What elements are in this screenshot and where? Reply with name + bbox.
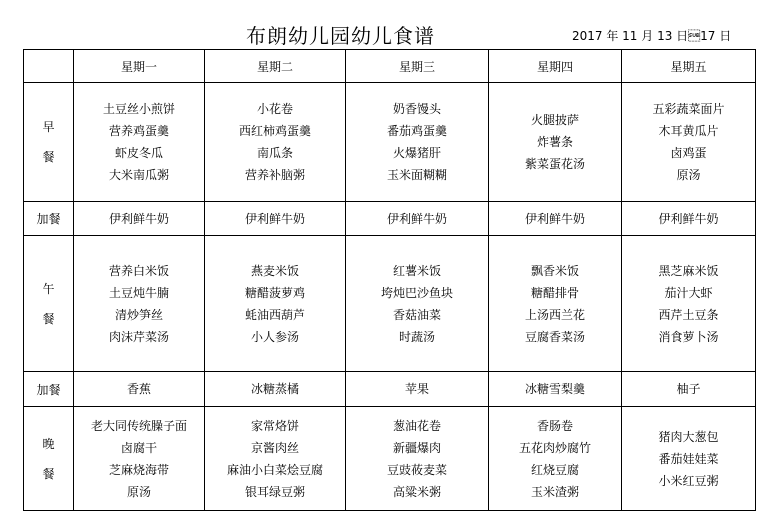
meal-row <box>24 407 756 511</box>
menu-item: 伊利鲜牛奶 <box>524 211 585 226</box>
menu-item: 蚝油西葫芦 <box>244 307 305 322</box>
menu-item: 火腿披萨 <box>530 113 579 127</box>
menu-item: 番茄鸡蛋羹 <box>386 124 447 138</box>
meal-label-vertical: 晚餐 <box>42 436 55 481</box>
menu-item: 伊利鲜牛奶 <box>108 211 169 226</box>
menu-cell <box>346 202 489 236</box>
menu-cell <box>205 407 346 511</box>
date-range: 2017 年 11 月 13 日17 日 <box>572 29 732 43</box>
day-header: 星期四 <box>489 50 622 83</box>
menu-item: 肉沫芹菜汤 <box>108 329 169 344</box>
menu-item: 伊利鲜牛奶 <box>244 211 305 226</box>
menu-item: 小花卷 <box>256 102 293 116</box>
menu-item: 番茄娃娃菜 <box>658 451 719 466</box>
menu-item: 上汤西兰花 <box>524 307 585 322</box>
menu-item: 西芹土豆条 <box>658 307 719 322</box>
menu-cell <box>489 372 622 407</box>
header-row <box>24 50 756 83</box>
meal-label <box>24 407 74 511</box>
meal-row <box>24 372 756 407</box>
menu-item: 土豆丝小煎饼 <box>102 102 175 116</box>
menu-cell <box>346 372 489 407</box>
menu-item: 红薯米饭 <box>392 263 441 278</box>
menu-item: 炸薯条 <box>536 135 573 149</box>
menu-item: 奶香馒头 <box>392 102 441 116</box>
menu-item: 玉米渣粥 <box>530 484 579 499</box>
menu-item: 老大同传统臊子面 <box>90 418 187 433</box>
menu-item: 柚子 <box>676 382 701 396</box>
menu-item: 冰糖雪梨羹 <box>524 382 585 396</box>
menu-cell <box>489 236 622 372</box>
menu-cell <box>622 202 756 236</box>
menu-item: 小人参汤 <box>250 329 299 344</box>
menu-item: 玉米面糊糊 <box>386 168 447 182</box>
menu-item: 原汤 <box>676 168 701 182</box>
menu-item: 西红柿鸡蛋羹 <box>238 124 311 138</box>
menu-item: 卤鸡蛋 <box>670 146 707 160</box>
menu-cell <box>489 83 622 202</box>
menu-item: 五花肉炒腐竹 <box>518 440 591 455</box>
meal-row <box>24 83 756 202</box>
menu-item: 小米红豆粥 <box>658 473 719 488</box>
menu-cell <box>346 407 489 511</box>
menu-cell <box>74 407 205 511</box>
day-header: 星期三 <box>346 50 489 83</box>
menu-item: 豆豉莜麦菜 <box>386 462 447 477</box>
menu-item: 虾皮冬瓜 <box>114 146 163 160</box>
menu-cell <box>622 83 756 202</box>
menu-item: 南瓜条 <box>256 146 293 160</box>
menu-item: 伊利鲜牛奶 <box>386 211 447 226</box>
meal-row <box>24 202 756 236</box>
menu-cell <box>346 236 489 372</box>
menu-item: 猪肉大葱包 <box>658 429 719 444</box>
menu-table <box>23 49 756 511</box>
menu-cell <box>74 83 205 202</box>
menu-item: 新疆爆肉 <box>392 440 441 455</box>
menu-item: 糖醋排骨 <box>530 285 579 300</box>
meal-label <box>24 83 74 202</box>
menu-item: 原汤 <box>126 484 151 499</box>
menu-item: 家常烙饼 <box>250 418 299 433</box>
menu-item: 茄汁大虾 <box>664 285 713 300</box>
menu-item: 香菇油菜 <box>392 307 441 322</box>
menu-item: 苹果 <box>404 382 429 396</box>
menu-item: 木耳黄瓜片 <box>658 124 719 138</box>
menu-item: 葱油花卷 <box>392 418 441 433</box>
meal-row <box>24 236 756 372</box>
menu-item: 银耳绿豆粥 <box>244 484 305 499</box>
menu-cell <box>205 372 346 407</box>
header-corner-cell <box>24 50 74 83</box>
menu-item: 营养白米饭 <box>108 263 169 278</box>
menu-item: 紫菜蛋花汤 <box>524 157 585 171</box>
menu-item: 燕麦米饭 <box>250 263 299 278</box>
page-title: 布朗幼儿园幼儿食谱 <box>246 24 435 48</box>
menu-item: 垮炖巴沙鱼块 <box>380 285 453 300</box>
menu-item: 大米南瓜粥 <box>108 168 169 182</box>
menu-item: 糖醋菠萝鸡 <box>244 285 305 300</box>
meal-label: 加餐 <box>24 202 74 236</box>
menu-cell <box>622 236 756 372</box>
day-header: 星期五 <box>622 50 756 83</box>
menu-item: 冰糖蒸橘 <box>250 382 299 396</box>
menu-item: 消食萝卜汤 <box>658 329 719 344</box>
day-header: 星期二 <box>205 50 346 83</box>
menu-cell <box>489 407 622 511</box>
menu-item: 时蔬汤 <box>398 329 435 344</box>
menu-item: 营养补脑粥 <box>244 168 305 182</box>
menu-cell <box>622 372 756 407</box>
menu-item: 香肠卷 <box>536 418 573 433</box>
menu-item: 五彩蔬菜面片 <box>652 102 725 116</box>
menu-item: 香蕉 <box>126 382 151 396</box>
menu-item: 京酱肉丝 <box>250 440 299 455</box>
menu-item: 卤腐干 <box>120 440 157 455</box>
menu-item: 清炒笋丝 <box>114 307 163 322</box>
menu-item: 营养鸡蛋羹 <box>108 124 169 138</box>
menu-cell <box>489 202 622 236</box>
meal-label-vertical: 午餐 <box>42 281 55 326</box>
meal-label-vertical: 早餐 <box>42 120 55 164</box>
menu-cell <box>205 202 346 236</box>
menu-item: 红烧豆腐 <box>530 462 579 477</box>
menu-cell <box>205 83 346 202</box>
menu-cell <box>74 236 205 372</box>
menu-item: 豆腐香菜汤 <box>524 329 585 344</box>
menu-cell <box>622 407 756 511</box>
menu-cell <box>205 236 346 372</box>
menu-item: 土豆炖牛腩 <box>108 285 169 300</box>
menu-item: 黑芝麻米饭 <box>658 263 719 278</box>
menu-item: 高粱米粥 <box>392 484 441 499</box>
menu-item: 伊利鲜牛奶 <box>658 211 719 226</box>
menu-cell <box>74 202 205 236</box>
menu-item: 麻油小白菜烩豆腐 <box>226 462 323 477</box>
menu-item: 芝麻烧海带 <box>108 462 169 477</box>
day-header: 星期一 <box>74 50 205 83</box>
meal-label <box>24 236 74 372</box>
menu-cell <box>74 372 205 407</box>
menu-item: 飘香米饭 <box>530 263 579 278</box>
menu-item: 火爆猪肝 <box>392 146 441 160</box>
meal-label: 加餐 <box>24 372 74 407</box>
menu-cell <box>346 83 489 202</box>
